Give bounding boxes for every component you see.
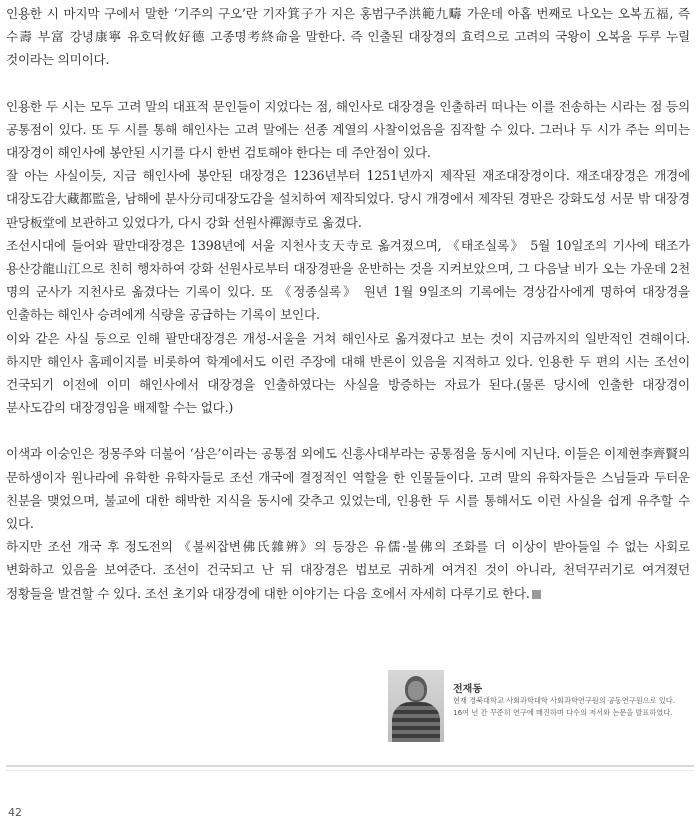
author-bio: 현재 경북대학교 사회과학대학 사회과학연구원의 공동연구원으로 있다. 16여 년 간 꾸준히 연구에 매진하며 다수의 저서와 논문을 발표하였다.	[453, 696, 676, 717]
author-photo-shirt	[392, 702, 440, 742]
author-photo	[388, 670, 444, 742]
end-mark-icon	[532, 590, 541, 599]
paragraph-gap	[6, 72, 690, 95]
paragraph: 조선시대에 들어와 팔만대장경은 1398년에 서울 지천사支天寺로 옮겨졌으며, 《태조실록》 5월 10일조의 기사에 태조가 용산강龍山江으로 친히 행차하여 강화 선원사로부터 대장경판을 운반하는 것을 지켜보았으며, 그 다음날 비가 오는 가운데 2천 명의 군사가 지천사로 옮겼다는 기록이 있다. 또 《정종실록》 원년 1월 9일조의 기록에는 경상감사에게 명하여 대장경을 인출하는 해인사 승려에게 식량을 공급하는 기록이 보인다.	[6, 237, 690, 323]
paragraph: 이색과 이숭인은 정몽주와 더불어 ‘삼은’이라는 공통점 외에도 신흥사대부라는 공통점을 동시에 지닌다. 이들은 이제현李齊賢의 문하생이자 원나라에 유학한 유학자들로 조선 개국에 결정적인 역할을 한 인물들이다. 고려 말의 유학자들은 스님들과 두터운 친분을 맺었으며, 불교에 대한 해박한 지식을 동시에 갖추고 있었는데, 인용한 두 시를 통해서도 이런 사실을 쉽게 유추할 수 있다.	[6, 446, 690, 532]
author-box	[388, 670, 688, 750]
page-number: 42	[8, 806, 22, 819]
paragraph: 이와 같은 사실 등으로 인해 팔만대장경은 개성-서울을 거쳐 해인사로 옮겨졌다고 보는 것이 지금까지의 일반적인 견해이다. 하지만 해인사 홈페이지를 비롯하여 학계에서도 이런 주장에 대해 반론이 있음을 지적하고 있다. 인용한 두 편의 시는 조선이 건국되기 이전에 이미 해인사에서 대장경을 인출하였다는 사실을 방증하는 자료가 된다.(물론 당시에 인출한 대장경이 분사도감의 대장경임을 배제할 수는 없다.)	[6, 330, 690, 416]
paragraph: 인용한 두 시는 모두 고려 말의 대표적 문인들이 지었다는 점, 해인사로 대장경을 인출하러 떠나는 이를 전송하는 시라는 점 등의 공통점이 있다. 또 두 시를 통해 해인사는 고려 말에는 선종 계열의 사찰이었음을 짐작할 수 있다. 그러나 두 시가 주는 의미는 대장경이 해인사에 봉안된 시기를 다시 한번 검토해야 한다는 데 주안점이 있다.	[6, 98, 690, 161]
author-photo-face	[408, 681, 424, 700]
article-body	[6, 2, 690, 605]
paragraph-last	[6, 535, 690, 605]
author-name: 전재동	[453, 684, 482, 695]
paragraph: 잘 아는 사실이듯, 지금 해인사에 봉안된 대장경은 1236년부터 1251년까지 제작된 재조대장경이다. 재조대장경은 개경에 대장도감大藏都監을, 남해에 분사分司대장도감을 설치하여 제작되었다. 당시 개경에서 제작된 경판은 강화도성 서문 밖 대장경 판당板堂에 보관하고 있었다가, 다시 강화 선원사禪源寺로 옮겼다.	[6, 168, 690, 230]
paragraph: 인용한 시 마지막 구에서 말한 ‘기주의 구오’란 기자箕子가 지은 홍범구주洪範九疇 가운데 아홉 번째로 나오는 오복五福, 즉 수壽 부富 강녕康寧 유호덕攸好德 고종명考終命을 말한다. 즉 인출된 대장경의 효력으로 고려의 국왕이 오복을 두루 누릴 것이라는 의미이다.	[6, 6, 690, 68]
paragraph-text: 하지만 조선 개국 후 정도전의 《불씨잡변佛氏雜辨》의 등장은 유儒·불佛의 조화를 더 이상이 받아들일 수 없는 사회로 변화하고 있음을 보여준다. 조선이 건국되고 난 뒤 대장경은 법보로 귀하게 여겨진 것이 아니라, 천덕꾸러기로 여겨졌던 정황들을 발견할 수 있다. 조선 초기와 대장경에 대한 이야기는 다음 호에서 자세히 다루기로 한다.	[6, 539, 690, 601]
paragraph-gap	[6, 419, 690, 442]
bottom-divider-secondary	[6, 770, 694, 771]
bottom-divider	[6, 765, 694, 767]
